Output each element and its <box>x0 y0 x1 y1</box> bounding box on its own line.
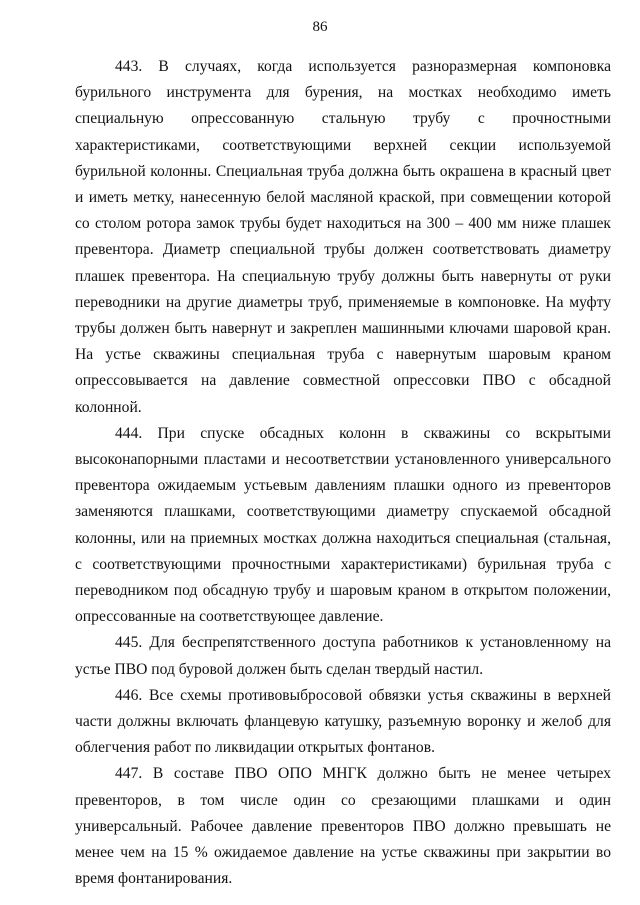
document-body <box>75 54 611 893</box>
paragraph-444: 444. При спуске обсадных колонн в скважины со вскрытыми высоконапорными пластами и несоответствии установленного универсального превентора ожидаемым устьевым давлениям плашки одного из превенторов заменяются плашками, соответствующими диаметру спускаемой обсадной колонны, или на приемных мостках должна находиться специальная (стальная, с соответствующими прочностными характеристиками) бурильная труба с переводником под обсадную трубу и шаровым краном в открытом положении, опрессованные на соответствующее давление. <box>75 424 611 626</box>
paragraph-445: 445. Для беспрепятственного доступа работников к установленному на устье ПВО под буровой должен быть сделан твердый настил. <box>75 634 611 678</box>
paragraph-446: 446. Все схемы противовыбросовой обвязки устья скважины в верхней части должны включать фланцевую катушку, разъемную воронку и желоб для облегчения работ по ликвидации открытых фонтанов. <box>75 686 611 757</box>
paragraph-447: 447. В составе ПВО ОПО МНГК должно быть не менее четырех превенторов, в том числе один со срезающими плашками и один универсальный. Рабочее давление превенторов ПВО должно превышать не менее чем на 15 % ожидаемое давление на устье скважины при закрытии во время фонтанирования. <box>75 765 611 888</box>
paragraph-443: 443. В случаях, когда используется разноразмерная компоновка бурильного инструмента для бурения, на мостках необходимо иметь специальную опрессованную стальную трубу с прочностными характеристиками, соответствующими верхней секции используемой бурильной колонны. Специальная труба должна быть окрашена в красный цвет и иметь метку, нанесенную белой масляной краской, при совмещении которой со столом ротора замок трубы будет находиться на 300 – 400 мм ниже плашек превентора. Диаметр специальной трубы должен соответствовать диаметру плашек превентора. На специальную трубу должны быть навернуты от руки переводники на другие диаметры труб, применяемые в компоновке. На муфту трубы должен быть навернут и закреплен машинными ключами шаровой кран. На устье скважины специальная труба с навернутым шаровым краном опрессовывается на давление совместной опрессовки ПВО с обсадной колонной. <box>75 58 611 416</box>
page-number: 86 <box>312 19 328 35</box>
